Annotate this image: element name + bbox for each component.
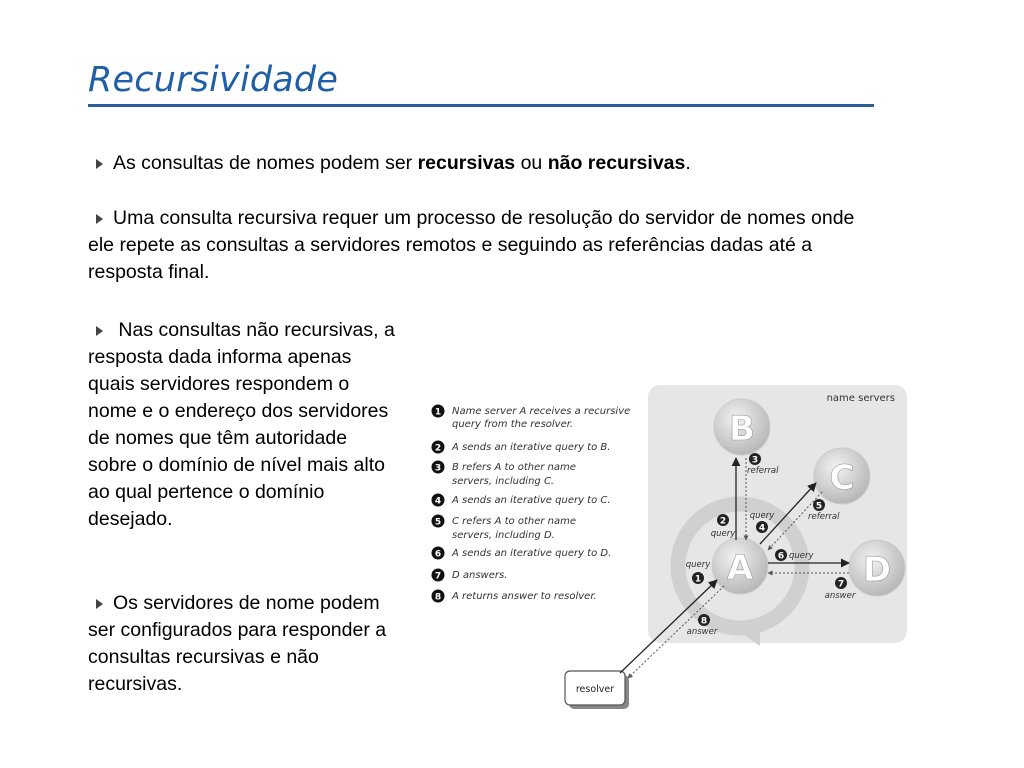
svg-text:5: 5 (434, 517, 442, 528)
svg-text:A sends an iterative query to: A sends an iterative query to D. (452, 548, 612, 559)
svg-text:referral: referral (808, 512, 840, 522)
svg-text:8: 8 (434, 592, 442, 603)
svg-text:2: 2 (719, 516, 727, 527)
bullet-1-bold-recursive: recursivas (417, 152, 516, 174)
slide-title: Recursividade (88, 60, 339, 100)
svg-text:2: 2 (434, 443, 442, 454)
svg-text:8: 8 (700, 616, 708, 627)
svg-text:4: 4 (434, 496, 442, 507)
node-d-label: D (862, 550, 892, 590)
legend-step-6 (432, 547, 612, 560)
svg-text:5: 5 (815, 501, 823, 512)
bullet-1-text-mid: ou (515, 152, 548, 174)
svg-text:6: 6 (777, 551, 785, 562)
node-d (849, 540, 905, 596)
legend-step-1 (432, 405, 631, 431)
svg-text:query: query (710, 529, 736, 539)
node-b (714, 399, 770, 455)
svg-text:3: 3 (751, 455, 759, 466)
bullet-1-bold-nonrecursive: não recursivas (547, 152, 686, 174)
legend-step-8 (432, 590, 597, 603)
svg-text:B refers A to other name: B refers A to other name (452, 462, 576, 473)
node-c (814, 448, 870, 504)
node-c-label: C (829, 458, 855, 498)
svg-text:servers, including C.: servers, including C. (452, 476, 555, 487)
svg-text:7: 7 (837, 579, 845, 590)
svg-text:query: query (685, 560, 711, 570)
panel-label: name servers (826, 393, 895, 404)
node-b-label: B (729, 409, 755, 449)
svg-text:1: 1 (434, 407, 442, 418)
bullet-4-text: Os servidores de nome podem ser configurados para responder a consultas recursivas e não recursivas. (88, 592, 387, 695)
svg-text:A sends an iterative query to: A sends an iterative query to C. (452, 495, 611, 506)
svg-text:query from the resolver.: query from the resolver. (452, 419, 574, 430)
svg-text:query: query (749, 511, 775, 521)
resolver-box (565, 671, 629, 709)
svg-text:query: query (789, 551, 814, 561)
label-query-d (775, 549, 815, 562)
svg-text:A sends an iterative query to: A sends an iterative query to B. (452, 442, 611, 453)
legend-step-2 (432, 441, 611, 454)
svg-text:7: 7 (434, 571, 442, 582)
svg-text:referral: referral (747, 466, 779, 476)
legend-step-5 (432, 515, 577, 542)
legend-step-7 (432, 569, 508, 582)
svg-text:answer: answer (686, 627, 718, 637)
step-legend (432, 405, 631, 603)
node-a-label: A (726, 548, 754, 588)
legend-step-3 (432, 461, 576, 488)
svg-text:4: 4 (758, 523, 766, 534)
svg-text:Name server A receives a recur: Name server A receives a recursive (452, 406, 631, 417)
bullet-1-text-before: As consultas de nomes podem ser (113, 152, 418, 174)
svg-text:6: 6 (434, 549, 442, 560)
svg-text:answer: answer (824, 591, 856, 601)
resolver-label: resolver (575, 684, 615, 695)
svg-text:D answers.: D answers. (452, 570, 508, 581)
bullet-1-text-after: . (685, 152, 691, 174)
legend-step-4 (432, 494, 611, 507)
svg-text:C refers A to other name: C refers A to other name (452, 516, 577, 527)
node-a (712, 538, 768, 594)
bullet-2-text: Uma consulta recursiva requer um processo de resolução do servidor de nomes onde ele repete as consultas a servidores remotos e seguindo as referências dadas até a resposta final. (88, 207, 855, 283)
svg-text:1: 1 (694, 574, 702, 585)
svg-text:3: 3 (434, 463, 442, 474)
bullet-3-text: Nas consultas não recursivas, a resposta dada informa apenas quais servidores respondem o nome e o endereço dos servidores de nomes que têm autoridade sobre o domínio de nível mais alto ao qual pertence o domínio desejado. (88, 319, 395, 530)
svg-text:A returns answer to resolver.: A returns answer to resolver. (452, 591, 597, 602)
svg-text:servers, including D.: servers, including D. (452, 530, 555, 541)
